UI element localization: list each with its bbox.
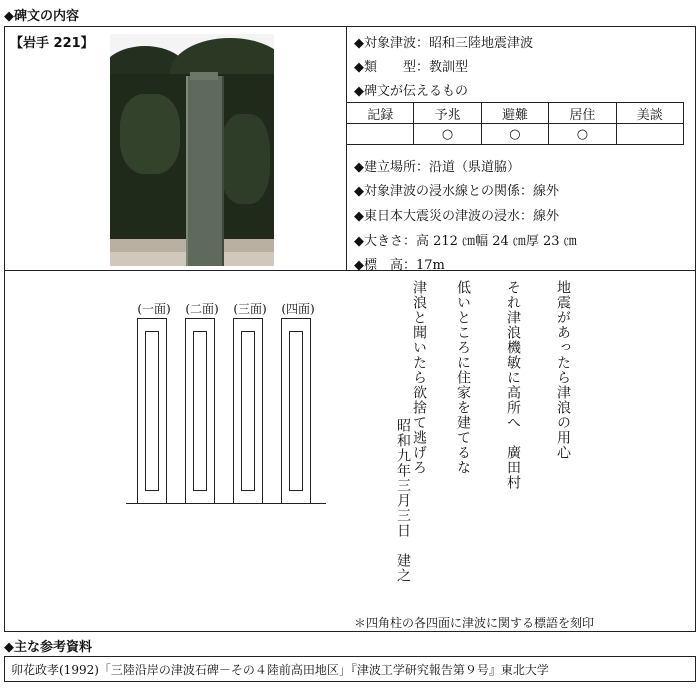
vertical-divider <box>346 26 347 270</box>
face-label-2: (二面) <box>185 302 219 316</box>
section-title-inscription: ◆碑文の内容 <box>4 9 79 24</box>
construction-location: ◆建立場所：沿道（県道脇） <box>354 160 520 175</box>
message-mark-record <box>347 124 414 145</box>
monument-id: 【岩手 221】 <box>10 36 94 51</box>
face-label-4: (四面) <box>281 302 315 316</box>
pillar-face-3 <box>233 318 263 504</box>
message-header-anecdote: 美談 <box>616 103 683 124</box>
inscription-note: ＊四角柱の各四面に津波に関する標語を刻印 <box>354 616 595 630</box>
reference-text: 卯花政孝(1992)「三陸沿岸の津波石碑－その４陸前高田地区」『津波工学研究報告第９号』東北大学 <box>11 663 549 677</box>
pillar-baseline <box>126 503 326 504</box>
reference-box <box>4 656 696 682</box>
message-header-omen: 予兆 <box>414 103 481 124</box>
message-header-evacuation: 避難 <box>481 103 548 124</box>
horizontal-divider <box>4 270 696 271</box>
tohoku-inundation: ◆東日本大震災の津波の浸水：線外 <box>354 209 559 224</box>
monument-type: ◆類 型：教訓型 <box>354 60 468 75</box>
section-title-references: ◆主な参考資料 <box>4 640 92 655</box>
pillar-face-4 <box>281 318 311 504</box>
pillar-face-2 <box>185 318 215 504</box>
message-mark-omen: ○ <box>414 124 481 145</box>
target-tsunami: ◆対象津波：昭和三陸地震津波 <box>354 36 533 51</box>
message-mark-anecdote <box>616 124 683 145</box>
face-label-1: (一面) <box>137 302 171 316</box>
inscription-line-5: 昭和九年三月三日 建之 <box>395 418 411 583</box>
elevation: ◆標 高：17m <box>354 258 445 273</box>
monument-photo <box>110 34 274 266</box>
message-mark-residence: ○ <box>549 124 616 145</box>
message-heading: ◆碑文が伝えるもの <box>354 84 468 99</box>
inscription-line-4: 津浪と聞いたら欲捨て逃げろ <box>411 280 427 475</box>
message-header-residence: 居住 <box>549 103 616 124</box>
inscription-line-1: 地震があったら津浪の用心 <box>555 280 571 460</box>
message-header-record: 記録 <box>347 103 414 124</box>
inscription-line-2: それ津浪機敏に高所へ 廣田村 <box>505 280 521 490</box>
monument-size: ◆大きさ：高 212 ㎝幅 24 ㎝厚 23 ㎝ <box>354 234 577 249</box>
inundation-relation: ◆対象津波の浸水線との関係：線外 <box>354 184 559 199</box>
inscription-line-3: 低いところに住家を建てるな <box>455 280 471 475</box>
message-mark-evacuation: ○ <box>481 124 548 145</box>
face-label-3: (三面) <box>233 302 267 316</box>
message-table <box>346 102 684 145</box>
pillar-face-1 <box>137 318 167 504</box>
